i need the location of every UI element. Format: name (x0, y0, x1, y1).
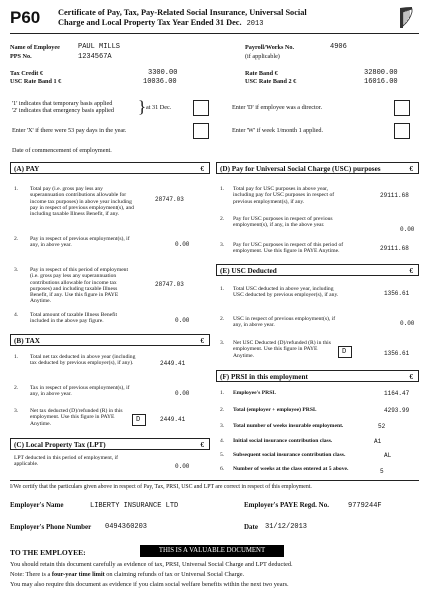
pay-item-2-number: 2. (14, 236, 19, 242)
date-label: Date (244, 523, 258, 531)
at-31-dec-text: at 31 Dec. (146, 104, 172, 111)
weeks53-text: Enter 'X' if there were 53 pay days in the year. (12, 127, 127, 134)
usc-pay-item-1-text: Total pay for USC purposes in above year, including pay for USC purposes in respect of previous employment(s), if any. (233, 186, 335, 205)
lpt-value: 0.00 (175, 463, 190, 470)
week1-box[interactable] (394, 123, 410, 139)
tax-heading: (B) TAX (14, 337, 40, 345)
usc-deducted-item-3-text: Net USC Deducted (D)/refunded (R) in this employment. Use this figure in PAYE Anytime. (233, 340, 331, 359)
tax-currency: € (200, 337, 204, 345)
payroll-label: Payroll/Works No. (245, 44, 295, 51)
prsi-item-4-value: A1 (374, 438, 382, 445)
prsi-item-3-text: Total number of weeks insurable employment. (233, 423, 344, 429)
certify-text: I/We certify that the particulars given above in respect of Pay, Tax, PRSI, USC and LPT are correct in respect of this employment. (10, 484, 312, 490)
usc-pay-section-header (216, 162, 419, 174)
prsi-item-6-value: 5 (380, 468, 384, 475)
valuable-banner (140, 545, 284, 557)
usc-deducted-item-2-value: 0.00 (400, 320, 415, 327)
usc-pay-currency: € (409, 165, 413, 173)
commencement-text: Date of commencement of employment. (12, 147, 112, 154)
harp-icon (398, 6, 414, 30)
tax-section-header (10, 334, 210, 346)
footer-line2-a: Note: There is a (10, 571, 51, 578)
usc-deducted-item-3-value: 1356.61 (384, 350, 410, 357)
prsi-item-3-number: 3. (220, 423, 225, 429)
usc-deducted-item-2-text: USC in respect of previous employment(s), if any, in above year. (233, 316, 336, 329)
footer-line3: You may also require this document as evidence if you claim social welfare benefits within the next two years. (10, 581, 289, 588)
pps-value: 1234567A (78, 53, 112, 61)
pay-currency: € (200, 165, 204, 173)
tax-dr-value: D (136, 416, 141, 424)
pay-item-2-text: Pay in respect of previous employment(s), if any, in above year. (30, 236, 130, 249)
rate-band-label: Rate Band € (245, 70, 278, 77)
usc-deducted-item-1-text: Total USC deducted in above year, including USC deducted by previous employer(s), if any. (233, 286, 339, 299)
usc-pay-item-2-value: 0.00 (400, 226, 415, 233)
usc-deducted-item-2-number: 2. (220, 316, 225, 322)
tax-item-3-value: 2449.41 (160, 416, 186, 423)
usc-pay-item-3-value: 29111.68 (380, 245, 409, 252)
valuable-banner-text: THIS IS A VALUABLE DOCUMENT (158, 547, 266, 554)
employer-phone-value: 0494360203 (105, 523, 148, 531)
employer-regd-label: Employer's PAYE Regd. No. (244, 501, 329, 509)
prsi-item-5-number: 5. (220, 452, 225, 458)
employer-regd-value: 9779244F (348, 502, 382, 510)
rate-band-value: 32800.00 (364, 69, 398, 77)
tax-item-2-value: 0.00 (175, 390, 190, 397)
weeks53-box[interactable] (193, 123, 209, 139)
usc-dr-box[interactable] (338, 346, 352, 358)
usc-pay-item-2-text: Pay for USC purposes in respect of previous employment(s), if any, in the above year. (233, 216, 333, 229)
tax-dr-box[interactable] (132, 414, 146, 426)
tax-item-1-text: Total net tax deducted in above year (including tax deducted by previous employer(s), if any). (30, 354, 136, 367)
prsi-item-5-value: AL (384, 452, 392, 459)
pps-label: PPS No. (10, 53, 32, 60)
lpt-text: LPT deducted in this period of employment, if applicable. (14, 455, 118, 468)
pay-heading: (A) PAY (14, 165, 40, 173)
tax-item-2-number: 2. (14, 385, 19, 391)
emergency-basis-box[interactable] (193, 100, 209, 116)
emergency-basis-text: '2' indicates that emergency basis applied (12, 107, 114, 114)
usc-deducted-item-1-number: 1. (220, 286, 225, 292)
usc-pay-item-2-number: 2. (220, 216, 225, 222)
payroll-sub-label: (if applicable) (245, 53, 280, 60)
usc-pay-item-1-value: 29111.68 (380, 192, 409, 199)
footer-line1: You should retain this document carefully as evidence of tax, PRSI, Universal Social Charge and LPT deducted. (10, 561, 293, 568)
lpt-heading: (C) Local Property Tax (LPT) (14, 441, 106, 449)
pay-item-3-text: Pay in respect of this period of employment (i.e. gross pay less any superannuation contributions allowable for income tax purposes) and including taxable Illness Benefit, if any. Use this figure in PAYE Anytime. (30, 267, 129, 305)
tax-item-3-number: 3. (14, 408, 19, 414)
usc-deducted-currency: € (409, 267, 413, 275)
employee-name-value: PAUL MILLS (78, 43, 121, 51)
temporary-basis-text: '1' indicates that temporary basis applied (12, 100, 113, 107)
prsi-heading: (F) PRSI in this employment (220, 373, 308, 381)
usc-deducted-heading: (E) USC Deducted (220, 267, 277, 275)
prsi-item-4-text: Initial social insurance contribution class. (233, 438, 333, 444)
prsi-item-2-number: 2. (220, 407, 225, 413)
header-divider (10, 33, 419, 34)
form-title-line1: Certificate of Pay, Tax, Pay-Related Social Insurance, Universal Social (58, 8, 307, 17)
director-text: Enter 'D' if employee was a director. (232, 104, 323, 111)
tax-item-1-value: 2449.41 (160, 360, 186, 367)
lpt-section-header (10, 438, 210, 450)
tax-item-2-text: Tax in respect of previous employment(s), if any, in above year. (30, 385, 130, 398)
lpt-currency: € (200, 441, 204, 449)
usc-dr-value: D (342, 348, 347, 356)
usc-deducted-item-3-number: 3. (220, 340, 225, 346)
brace: } (138, 97, 147, 116)
usc-band1-label: USC Rate Band 1 € (10, 78, 62, 85)
pay-item-1-value: 28747.03 (155, 196, 184, 203)
tax-credit-label: Tax Credit € (10, 70, 44, 77)
week1-text: Enter 'W' if week 1/month 1 applied. (232, 127, 324, 134)
to-employee-heading: TO THE EMPLOYEE: (10, 548, 86, 557)
usc-pay-item-3-text: Pay for USC purposes in respect of this period of employment. Use this figure in PAYE Anytime. (233, 242, 344, 255)
footer-line2-b: four-year time limit (51, 571, 105, 578)
usc-pay-item-3-number: 3. (220, 242, 225, 248)
usc-deducted-section-header (216, 264, 419, 276)
form-id: P60 (10, 8, 41, 27)
prsi-currency: € (409, 373, 413, 381)
usc-band2-value: 16016.00 (364, 78, 398, 86)
form-title-text: Charge and Local Property Tax Year Ended 31 Dec. (58, 18, 242, 27)
pay-section-header (10, 162, 210, 174)
usc-deducted-item-1-value: 1356.61 (384, 290, 410, 297)
pay-item-2-value: 0.00 (175, 241, 190, 248)
prsi-item-1-number: 1. (220, 390, 225, 396)
usc-band2-label: USC Rate Band 2 € (245, 78, 297, 85)
prsi-item-4-number: 4. (220, 438, 225, 444)
prsi-section-header (216, 370, 419, 382)
prsi-item-2-text: Total (employer + employee) PRSI. (233, 407, 317, 413)
employer-name-label: Employer's Name (10, 501, 64, 509)
prsi-item-6-text: Number of weeks at the class entered at 5 above. (233, 466, 349, 472)
employee-name-label: Name of Employee (10, 44, 60, 51)
pay-item-1-number: 1. (14, 186, 19, 192)
footer-line2 (10, 571, 244, 578)
usc-band1-value: 10036.00 (143, 78, 177, 86)
pay-item-4-number: 4. (14, 312, 19, 318)
pay-item-4-value: 0.00 (175, 317, 190, 324)
pay-item-4-text: Total amount of taxable Illness Benefit included in the above pay figure. (30, 312, 118, 325)
usc-pay-item-1-number: 1. (220, 186, 225, 192)
employer-phone-label: Employer's Phone Number (10, 523, 92, 531)
tax-credit-value: 3300.00 (148, 69, 178, 77)
employer-name-value: LIBERTY INSURANCE LTD (90, 502, 179, 510)
prsi-item-6-number: 6. (220, 466, 225, 472)
tax-year: 2013 (246, 20, 264, 28)
prsi-item-3-value: 52 (378, 423, 386, 430)
pay-item-1-text: Total pay (i.e. gross pay less any superannuation contributions allowable for income tax purposes) in above year including pay in respect of previous employment(s), and including taxable Illness Benefit, if any. (30, 186, 134, 218)
usc-pay-heading: (D) Pay for Universal Social Charge (USC) purposes (220, 165, 381, 173)
prsi-item-1-value: 1164.47 (384, 390, 410, 397)
footer-line2-c: on claiming refunds of tax or Universal Social Charge. (106, 571, 245, 578)
director-box[interactable] (394, 100, 410, 116)
pay-item-3-value: 28747.03 (155, 281, 184, 288)
tax-item-3-text: Net tax deducted (D)/refunded (R) in this employment. Use this figure in PAYE Anytime. (30, 408, 123, 427)
prsi-item-1-text: Employee's PRSI. (233, 390, 276, 396)
pay-item-3-number: 3. (14, 267, 19, 273)
date-value: 31/12/2013 (265, 523, 308, 531)
certify-divider (10, 480, 419, 481)
prsi-item-5-text: Subsequent social insurance contribution class. (233, 452, 346, 458)
tax-item-1-number: 1. (14, 354, 19, 360)
payroll-value: 4906 (330, 43, 347, 51)
prsi-item-2-value: 4293.99 (384, 407, 410, 414)
form-title-line2 (58, 18, 263, 28)
